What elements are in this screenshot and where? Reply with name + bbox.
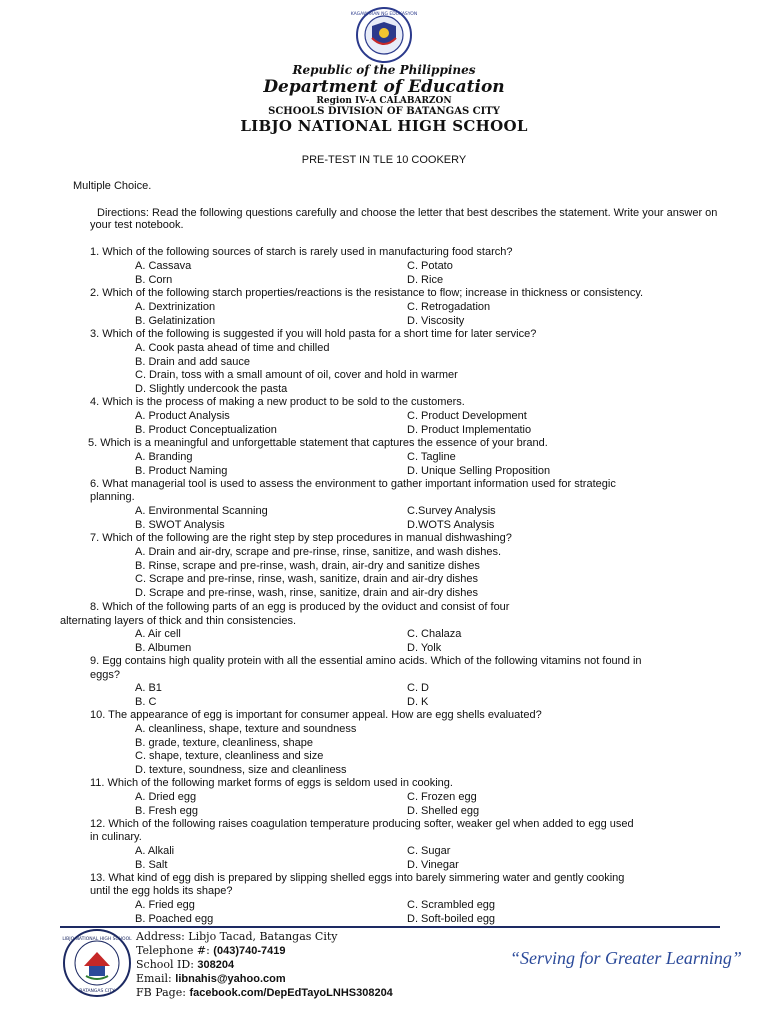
- option: A. Fried egg: [135, 899, 195, 911]
- option: A. Dextrinization: [135, 301, 216, 313]
- option: A. Air cell: [135, 628, 181, 640]
- question-9: 9. Egg contains high quality protein with all the essential amino acids. Which of the following vitamins not found in: [90, 655, 642, 667]
- question-4: 4. Which is the process of making a new product to be sold to the customers.: [90, 396, 465, 408]
- option: B. Fresh egg: [135, 805, 198, 817]
- option: A. Branding: [135, 451, 193, 463]
- region-line: Region IV-A CALABARZON: [316, 96, 452, 106]
- department-title: Department of Education: [263, 77, 505, 97]
- option: D. K: [407, 696, 429, 708]
- question-7: 7. Which of the following are the right step by step procedures in manual dishwashing?: [90, 532, 512, 544]
- option: D.WOTS Analysis: [407, 519, 495, 531]
- option: D. Slightly undercook the pasta: [135, 383, 288, 395]
- division-line: SCHOOLS DIVISION OF BATANGAS CITY: [268, 106, 500, 117]
- fb-line: [136, 986, 393, 999]
- option: D. Viscosity: [407, 315, 465, 327]
- question-6-cont: planning.: [90, 491, 135, 503]
- question-8: 8. Which of the following parts of an egg is produced by the oviduct and consist of four: [90, 601, 510, 613]
- option: B. Poached egg: [135, 913, 214, 925]
- school-id-value: 308204: [197, 959, 235, 971]
- email-value[interactable]: libnahis@yahoo.com: [175, 973, 286, 985]
- telephone-line: [136, 944, 285, 957]
- fb-value[interactable]: facebook.com/DepEdTayoLNHS308204: [189, 987, 393, 999]
- option: A. Cassava: [135, 260, 192, 272]
- option: B. Albumen: [135, 642, 192, 654]
- seal-text: KAGAWARAN NG EDUKASYON: [350, 12, 418, 17]
- question-11: 11. Which of the following market forms of eggs is seldom used in cooking.: [90, 777, 453, 789]
- option: B. Rinse, scrape and pre-rinse, wash, drain, air-dry and sanitize dishes: [135, 560, 480, 572]
- option: A. Drain and air-dry, scrape and pre-rinse, rinse, sanitize, and wash dishes.: [135, 546, 502, 558]
- school-motto: “Serving for Greater Learning”: [510, 948, 742, 968]
- option: B. SWOT Analysis: [135, 519, 225, 531]
- option: D. Soft-boiled egg: [407, 913, 496, 925]
- deped-seal-icon: [341, 6, 427, 64]
- option: A. Cook pasta ahead of time and chilled: [135, 342, 330, 354]
- option: B. grade, texture, cleanliness, shape: [135, 737, 313, 749]
- option: B. Drain and add sauce: [135, 356, 250, 368]
- email-label: Email:: [136, 972, 172, 985]
- question-2: 2. Which of the following starch properties/reactions is the resistance to flow; increase in thickness or consistency.: [90, 287, 644, 299]
- option: D. Rice: [407, 274, 444, 286]
- directions-text: Directions: Read the following questions carefully and choose the letter that best describes the statement. Write your answer on your test notebook.: [90, 207, 718, 231]
- question-13: 13. What kind of egg dish is prepared by slipping shelled eggs into barely simmering water and gently cooking: [90, 872, 625, 884]
- page-title: PRE-TEST IN TLE 10 COOKERY: [301, 154, 467, 166]
- telephone-label: Telephone #:: [136, 944, 210, 957]
- option: D. Vinegar: [407, 859, 459, 871]
- option: B. Gelatinization: [135, 315, 216, 327]
- option: A. Product Analysis: [135, 410, 230, 422]
- option: D. Unique Selling Proposition: [407, 465, 551, 477]
- option: D. texture, soundness, size and cleanliness: [135, 764, 347, 776]
- option: B. Corn: [135, 274, 173, 286]
- question-6: 6. What managerial tool is used to assess the environment to gather important information used for strategic: [90, 478, 616, 490]
- republic-line: Republic of the Philippines: [292, 63, 476, 77]
- school-id-label: School ID:: [136, 958, 194, 971]
- seal-top-text: LIBJO NATIONAL HIGH SCHOOL: [62, 937, 132, 942]
- option: C. Product Development: [407, 410, 527, 422]
- option: C. Frozen egg: [407, 791, 477, 803]
- footer-divider: [60, 926, 720, 928]
- question-5: 5. Which is a meaningful and unforgettable statement that captures the essence of your brand.: [88, 437, 548, 449]
- email-line: [136, 972, 286, 985]
- option: D. Scrape and pre-rinse, wash, rinse, sanitize, drain and air-dry dishes: [135, 587, 478, 599]
- question-12: 12. Which of the following raises coagulation temperature producing softer, weaker gel when added to egg used: [90, 818, 634, 830]
- section-label: Multiple Choice.: [73, 180, 152, 192]
- option: B. Product Naming: [135, 465, 228, 477]
- question-1: 1. Which of the following sources of starch is rarely used in manufacturing food starch?: [90, 246, 513, 258]
- question-13-cont: until the egg holds its shape?: [90, 885, 233, 897]
- question-10: 10. The appearance of egg is important for consumer appeal. How are egg shells evaluated?: [90, 709, 542, 721]
- school-name: LIBJO NATIONAL HIGH SCHOOL: [240, 117, 528, 135]
- telephone-value: (043)740-7419: [213, 945, 286, 957]
- option: A. B1: [135, 682, 162, 694]
- option: C. Retrogadation: [407, 301, 491, 313]
- option: C. Drain, toss with a small amount of oil, cover and hold in warmer: [135, 369, 458, 381]
- option: D. Yolk: [407, 642, 442, 654]
- option: C. Sugar: [407, 845, 451, 857]
- school-seal-icon: [62, 928, 132, 998]
- option: B. Salt: [135, 859, 168, 871]
- option: A. Dried egg: [135, 791, 197, 803]
- option: B. C: [135, 696, 157, 708]
- option: C. shape, texture, cleanliness and size: [135, 750, 324, 762]
- option: A. cleanliness, shape, texture and soundness: [135, 723, 357, 735]
- option: B. Product Conceptualization: [135, 424, 277, 436]
- option: D. Product Implementatio: [407, 424, 532, 436]
- seal-bottom-text: BATANGAS CITY: [79, 989, 115, 994]
- option: C.Survey Analysis: [407, 505, 496, 517]
- option: C. Tagline: [407, 451, 456, 463]
- option: A. Alkali: [135, 845, 175, 857]
- option: C. Potato: [407, 260, 453, 272]
- question-3: 3. Which of the following is suggested if you will hold pasta for a short time for later service?: [90, 328, 537, 340]
- fb-label: FB Page:: [136, 986, 186, 999]
- question-9-cont: eggs?: [90, 669, 120, 681]
- question-8-cont: alternating layers of thick and thin consistencies.: [60, 615, 297, 627]
- option: A. Environmental Scanning: [135, 505, 268, 517]
- option: C. Chalaza: [407, 628, 462, 640]
- option: C. D: [407, 682, 429, 694]
- option: D. Shelled egg: [407, 805, 480, 817]
- option: C. Scrambled egg: [407, 899, 496, 911]
- school-id-line: [136, 958, 234, 971]
- question-12-cont: in culinary.: [90, 831, 142, 843]
- option: C. Scrape and pre-rinse, rinse, wash, sanitize, drain and air-dry dishes: [135, 573, 478, 585]
- address-line: Address: Libjo Tacad, Batangas City: [136, 930, 338, 943]
